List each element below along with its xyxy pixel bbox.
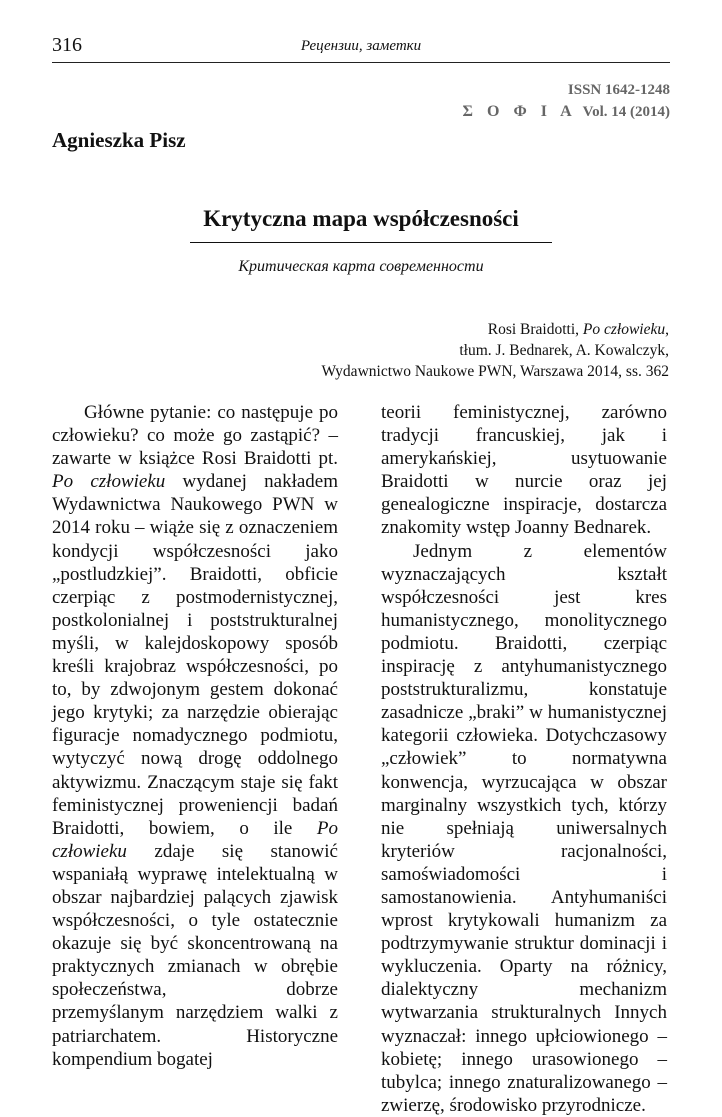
book-title-italic: Po człowieku xyxy=(52,817,338,862)
page-number: 316 xyxy=(52,34,82,56)
journal-name: Σ Ο Φ Ι Α xyxy=(462,103,577,120)
running-header xyxy=(52,34,670,63)
book-title-italic: Po człowieku xyxy=(52,471,166,493)
issn: ISSN 1642-1248 xyxy=(567,82,670,98)
book-citation xyxy=(321,319,669,382)
article-subtitle: Критическая карта современности xyxy=(238,258,484,275)
title-underline xyxy=(190,242,552,243)
author-name: Agnieszka Pisz xyxy=(52,128,186,152)
paragraph xyxy=(52,401,338,1071)
text-run: Główne pytanie: co następuje po człowieku? co może go zastąpić? – zawarte w książce Rosi Braidotti pt. xyxy=(52,402,338,470)
citation-book-title: Po człowieku xyxy=(582,321,666,338)
article-title: Krytyczna mapa współczesności xyxy=(203,206,519,231)
paragraph: teorii feministycznej, zarówno tradycji francuskiej, jak i amerykańskiej, usytuowanie Braidotti w nurcie oraz jej genealogiczne inspiracje, dostarcza znakomity wstęp Joanny Bednarek. xyxy=(381,402,667,539)
journal-info xyxy=(463,80,670,123)
running-title: Рецензии, заметки xyxy=(300,38,422,54)
body-column-left xyxy=(52,401,338,1071)
journal-volume: Vol. 14 (2014) xyxy=(582,104,670,120)
citation-author: Rosi Braidotti, xyxy=(487,321,583,338)
citation-translators: tłum. J. Bednarek, A. Kowalczyk, xyxy=(459,342,669,359)
citation-publisher: Wydawnictwo Naukowe PWN, Warszawa 2014, ss. 362 xyxy=(321,363,669,380)
text-run: zdaje się stanowić wspaniałą wyprawę intelektualną w obszar najbardziej palących zjawisk współczesności, o tyle ostatecznie okazuje się być skoncentrowaną na praktycznych zmianach w obrębie społeczeństwa, dobrze przemyślanym narzędziem walki z patriarchatem. Historyczne kompendium bogatej xyxy=(52,840,338,1070)
text-run: wydanej nakładem Wydawnictwa Naukowego PWN w 2014 roku – wiąże się z oznaczeniem kondycji współczesności jako „postludzkiej”. Braidotti, obficie czerpiąc z postmodernistycznej, postkolonialnej i poststrukturalnej myśli, w kalejdoskopowy sposób kreśli krajobraz współczesności, po to, by zdwojonym gestem dokonać jego krytyki; za narzędzie obierając figuracje nomadycznego podmiotu, wytyczyć nową drogę oddolnego aktywizmu. Znaczącym staje się fakt feministycznej proweniencji badań Braidotti, bowiem, o ile xyxy=(52,471,338,839)
citation-comma: , xyxy=(665,321,669,338)
body-column-right xyxy=(381,401,667,1117)
paragraph: Jednym z elementów wyznaczających kształt współczesności jest kres humanistycznego, monolitycznego podmiotu. Braidotti, czerpiąc inspirację z antyhumanistycznego poststrukturalizmu, konstatuje zasadnicze „braki” w humanistycznej kategorii człowieka. Dotychczasowy „człowiek” to normatywna konwencja, wyrzucająca w obszar marginalny wszystkich tych, którzy nie spełniają uniwersalnych kryteriów racjonalności, samoświadomości i samostanowienia. Antyhumaniści wprost krytykowali humanizm za podtrzymywanie struktur dominacji i wykluczenia. Oparty na różnicy, dialektyczny mechanizm wytwarzania strukturalnych Innych wyznaczał: innego upłciowionego – kobietę; innego urasowionego – tubylca; innego znaturalizowanego – zwierzę, środowisko przyrodnicze. xyxy=(381,540,667,1116)
